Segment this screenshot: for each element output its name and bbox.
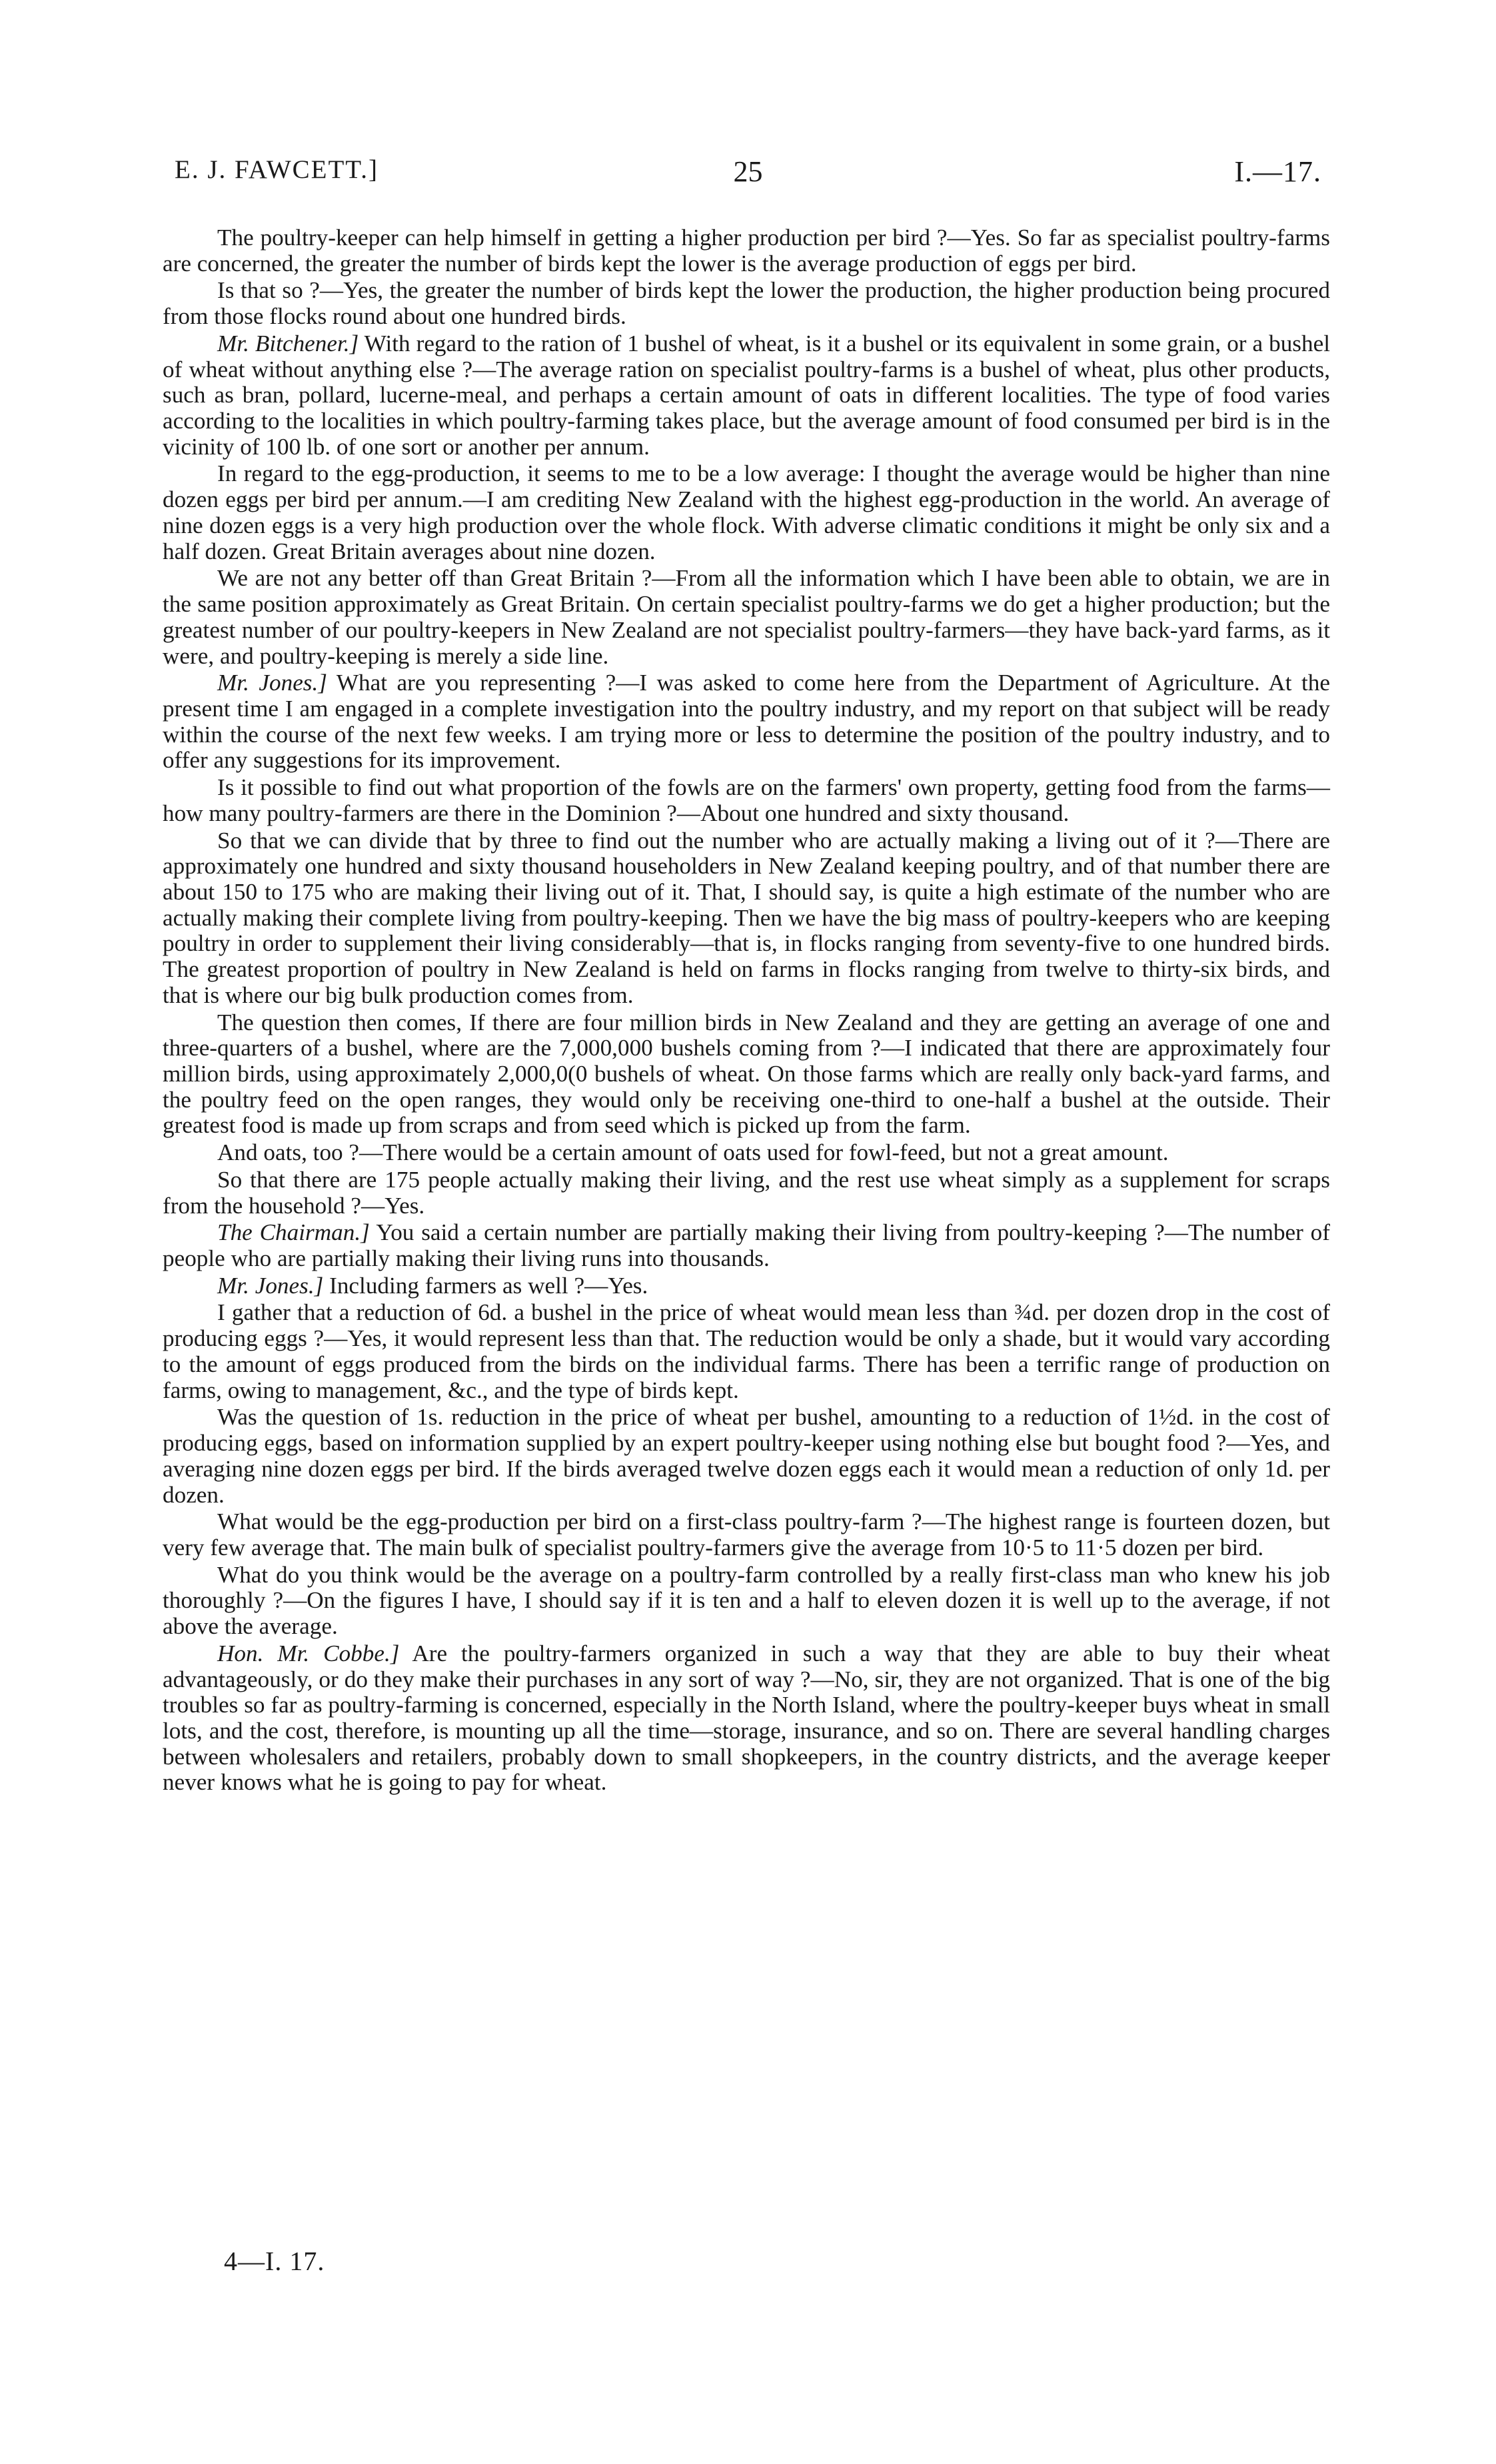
paragraph <box>163 1405 1330 1508</box>
paragraph <box>163 331 1330 460</box>
paragraph <box>163 1509 1330 1560</box>
paragraph <box>163 1562 1330 1640</box>
speaker-label: Hon. Mr. Cobbe.] <box>217 1640 400 1666</box>
paragraph-text: What are you representing ?—I was asked to come here from the Department of Agriculture. At the present time I am engaged in a complete investigation into the poultry industry, and my report on that subject will be ready within the course of the next few weeks. I am trying more or less to determine the position of the poultry industry, and to offer any suggestions for its improvement. <box>163 670 1330 774</box>
paragraph <box>163 775 1330 826</box>
paragraph <box>163 225 1330 277</box>
paragraph-text: I gather that a reduction of 6d. a bushel in the price of wheat would mean less than ¾d. per dozen drop in the cost of producing eggs ?—Yes, it would represent less than that. The reduction would be only a shade, but it would vary according to the amount of eggs produced from the birds on the individual farms. There has been a terrific range of production on farms, owing to management, &c., and the type of birds kept. <box>163 1299 1330 1403</box>
paragraph-text: Including farmers as well ?—Yes. <box>323 1272 648 1299</box>
paragraph-text: With regard to the ration of 1 bushel of wheat, is it a bushel or its equivalent in some grain, or a bushel of wheat without anything else ?—The average ration on specialist poultry-farms is a bushel of wheat, plus other products, such as bran, pollard, lucerne-meal, and perhaps a certain amount of oats in different localities. The type of food varies according to the localities in which poultry-farming takes place, but the average amount of food consumed per bird is in the vicinity of 100 lb. of one sort or another per annum. <box>163 330 1330 460</box>
page-number: 25 <box>733 155 763 188</box>
paragraph-text: The poultry-keeper can help himself in getting a higher production per bird ?—Yes. So far as specialist poultry-farms are concerned, the greater the number of birds kept the lower is the average production of eggs per bird. <box>163 225 1330 277</box>
paragraph-text: In regard to the egg-production, it seems to me to be a low average: I thought the average would be higher than nine dozen eggs per bird per annum.—I am crediting New Zealand with the highest egg-production in the world. An average of nine dozen eggs is a very high production over the whole flock. With adverse climatic conditions it might be only six and a half dozen. Great Britain averages about nine dozen. <box>163 460 1330 564</box>
paragraph <box>163 566 1330 669</box>
page-header <box>175 155 1321 195</box>
speaker-label: Mr. Jones.] <box>217 670 327 696</box>
speaker-label: The Chairman.] <box>217 1219 370 1246</box>
page-body <box>163 225 1330 1797</box>
paragraph <box>163 670 1330 774</box>
speaker-label: Mr. Jones.] <box>217 1272 324 1299</box>
paragraph-text: What would be the egg-production per bird on a first-class poultry-farm ?—The highest range is fourteen dozen, but very few average that. The main bulk of specialist poultry-farmers give the average from 10·5 to 11·5 dozen per bird. <box>163 1509 1330 1560</box>
paragraph-text: Is it possible to find out what proportion of the fowls are on the farmers' own property, getting food from the farms—how many poultry-farmers are there in the Dominion ?—About one hundred and sixty thousand. <box>163 774 1330 826</box>
speaker-label: Mr. Bitchener.] <box>217 330 359 356</box>
paragraph <box>163 1273 1330 1299</box>
paragraph <box>163 1641 1330 1796</box>
paragraph-text: So that there are 175 people actually making their living, and the rest use wheat simply as a supplement for scraps from the household ?—Yes. <box>163 1166 1330 1219</box>
footer-signature: 4—I. 17. <box>224 2246 325 2276</box>
paragraph <box>163 1010 1330 1139</box>
paragraph-text: The question then comes, If there are four million birds in New Zealand and they are getting an average of one and three-quarters of a bushel, where are the 7,000,000 bushels coming from ?—I indicated that there are approximately four million birds, using approximately 2,000,0(0 bushels of wheat. On those farms which are really only back-yard farms, and the poultry feed on the open ranges, they would only be receiving one-third to one-half a bushel at the outside. Their greatest food is made up from scraps and from seed which is picked up from the farm. <box>163 1009 1330 1139</box>
paragraph-text: We are not any better off than Great Britain ?—From all the information which I have been able to obtain, we are in the same position approximately as Great Britain. On certain specialist poultry-farms we do get a higher production; but the greatest number of our poultry-keepers in New Zealand are not specialist poultry-farmers—they have back-yard farms, as it were, and poultry-keeping is merely a side line. <box>163 565 1330 669</box>
paragraph <box>163 1220 1330 1271</box>
paragraph <box>163 1167 1330 1219</box>
paragraph-text: Was the question of 1s. reduction in the price of wheat per bushel, amounting to a reduction of 1½d. in the cost of producing eggs, based on information supplied by an expert poultry-keeper using nothing else but bought food ?—Yes, and averaging nine dozen eggs per bird. If the birds averaged twelve dozen eggs each it would mean a reduction of only 1d. per dozen. <box>163 1404 1330 1508</box>
paragraph-text: You said a certain number are partially making their living from poultry-keeping ?—The number of people who are partially making their living runs into thousands. <box>163 1219 1330 1272</box>
paragraph-text: So that we can divide that by three to find out the number who are actually making a living out of it ?—There are approximately one hundred and sixty thousand householders in New Zealand keeping poultry, and of that number there are about 150 to 175 who are making their living out of it. That, I should say, is quite a high estimate of the number who are actually making their complete living from poultry-keeping. Then we have the big mass of poultry-keepers who are keeping poultry in order to supplement their living considerably—that is, in flocks ranging from seventy-five to one hundred birds. The greatest proportion of poultry in New Zealand is held on farms in flocks ranging from twelve to thirty-six birds, and that is where our big bulk production comes from. <box>163 827 1330 1008</box>
paragraph <box>163 278 1330 329</box>
paragraph <box>163 1140 1330 1166</box>
paragraph-text: Is that so ?—Yes, the greater the number of birds kept the lower the production, the higher production being procured from those flocks round about one hundred birds. <box>163 277 1330 330</box>
paragraph <box>163 828 1330 1009</box>
header-witness-name: E. J. FAWCETT.] <box>175 155 378 184</box>
paragraph-text: And oats, too ?—There would be a certain amount of oats used for fowl-feed, but not a great amount. <box>217 1139 1169 1166</box>
paragraph <box>163 1300 1330 1403</box>
paragraph-text: Are the poultry-farmers organized in such a way that they are able to buy their wheat advantageously, or do they make their purchases in any sort of way ?—No, sir, they are not organized. That is one of the big troubles so far as poultry-farming is concerned, especially in the North Island, where the poultry-keeper buys wheat in small lots, and the cost, therefore, is mounting up all the time—storage, insurance, and so on. There are several handling charges between wholesalers and retailers, probably down to small shopkeepers, in the country districts, and the average keeper never knows what he is going to pay for wheat. <box>163 1640 1331 1796</box>
paragraph-text: What do you think would be the average on a poultry-farm controlled by a really first-class man who knew his job thoroughly ?—On the figures I have, I should say if it is ten and a half to eleven dozen it is well up to the average, if not above the average. <box>163 1561 1330 1640</box>
document-reference: I.—17. <box>1234 155 1321 188</box>
paragraph <box>163 461 1330 564</box>
